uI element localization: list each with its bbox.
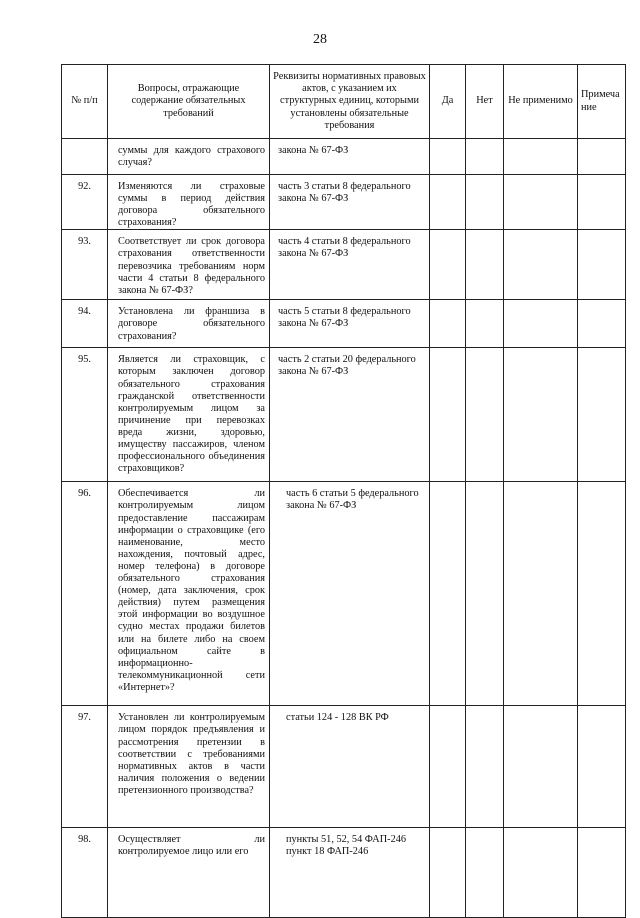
- row-question: Установлена ли франшиза в договоре обязательного страхования?: [108, 300, 270, 348]
- header-no: Нет: [466, 65, 504, 139]
- row-number: 93.: [62, 230, 108, 300]
- cell-yes[interactable]: [430, 348, 466, 482]
- row-reference: часть 2 статьи 20 федерального закона № 67-ФЗ: [270, 348, 430, 482]
- row-reference: закона № 67-ФЗ: [270, 139, 430, 175]
- row-reference: часть 3 статьи 8 федерального закона № 67-ФЗ: [270, 175, 430, 230]
- row-reference: часть 5 статьи 8 федерального закона № 67-ФЗ: [270, 300, 430, 348]
- cell-note[interactable]: [578, 139, 626, 175]
- row-number: 98.: [62, 828, 108, 918]
- page-number: 28: [313, 32, 327, 47]
- cell-note[interactable]: [578, 230, 626, 300]
- cell-no[interactable]: [466, 230, 504, 300]
- row-question: Обеспечивается ли контролируемым лицом предоставление пассажирам информации о страховщике (его наименование, место нахождения, почтовый адрес, номер телефона) в договоре обязательного страхования (номер, дата заключения, срок действия) путем размещения этой информации во воздушное судно местах продажи билетов или на билете либо на своем официальном сайте в информационно-телекоммуникационной сети «Интернет»?: [108, 482, 270, 706]
- cell-na[interactable]: [504, 230, 578, 300]
- table-row: [62, 828, 626, 918]
- row-question: Осуществляет ли контролируемое лицо или его: [108, 828, 270, 918]
- checklist-table: [61, 64, 626, 918]
- cell-na[interactable]: [504, 139, 578, 175]
- cell-na[interactable]: [504, 828, 578, 918]
- cell-no[interactable]: [466, 828, 504, 918]
- header-reference: Реквизиты нормативных правовых актов, с указанием их структурных единиц, которыми установлены обязательные требования: [270, 65, 430, 139]
- cell-yes[interactable]: [430, 230, 466, 300]
- cell-na[interactable]: [504, 300, 578, 348]
- cell-note[interactable]: [578, 482, 626, 706]
- cell-no[interactable]: [466, 300, 504, 348]
- row-question: суммы для каждого страхового случая?: [108, 139, 270, 175]
- row-reference: пункты 51, 52, 54 ФАП-246 пункт 18 ФАП-246: [270, 828, 430, 918]
- cell-no[interactable]: [466, 175, 504, 230]
- row-number: 95.: [62, 348, 108, 482]
- row-reference: часть 4 статьи 8 федерального закона № 67-ФЗ: [270, 230, 430, 300]
- cell-note[interactable]: [578, 175, 626, 230]
- cell-na[interactable]: [504, 482, 578, 706]
- header-note: Примечание: [578, 65, 626, 139]
- header-num: № п/п: [62, 65, 108, 139]
- table-row: [62, 348, 626, 482]
- row-question: Является ли страховщик, с которым заключен договор обязательного страхования гражданской ответственности контролируемым лицом за причинение при перевозках вреда жизни, здоровью, имуществу пассажиров, членом профессионального объединения страховщиков?: [108, 348, 270, 482]
- cell-note[interactable]: [578, 828, 626, 918]
- cell-note[interactable]: [578, 348, 626, 482]
- cell-na[interactable]: [504, 706, 578, 828]
- row-number: 94.: [62, 300, 108, 348]
- table-row: [62, 175, 626, 230]
- table-row: [62, 230, 626, 300]
- cell-yes[interactable]: [430, 139, 466, 175]
- cell-na[interactable]: [504, 348, 578, 482]
- row-number: [62, 139, 108, 175]
- cell-no[interactable]: [466, 706, 504, 828]
- header-row: [62, 65, 626, 139]
- table-row: [62, 300, 626, 348]
- header-na: Не применимо: [504, 65, 578, 139]
- cell-yes[interactable]: [430, 828, 466, 918]
- cell-yes[interactable]: [430, 300, 466, 348]
- cell-na[interactable]: [504, 175, 578, 230]
- row-reference: статьи 124 - 128 ВК РФ: [270, 706, 430, 828]
- row-number: 96.: [62, 482, 108, 706]
- cell-yes[interactable]: [430, 175, 466, 230]
- header-yes: Да: [430, 65, 466, 139]
- cell-yes[interactable]: [430, 482, 466, 706]
- cell-yes[interactable]: [430, 706, 466, 828]
- cell-no[interactable]: [466, 482, 504, 706]
- row-number: 92.: [62, 175, 108, 230]
- table-row: [62, 139, 626, 175]
- cell-note[interactable]: [578, 300, 626, 348]
- header-question: Вопросы, отражающие содержание обязательных требований: [108, 65, 270, 139]
- cell-no[interactable]: [466, 139, 504, 175]
- table-row: [62, 706, 626, 828]
- row-question: Изменяются ли страховые суммы в период действия договора обязательного страхования?: [108, 175, 270, 230]
- cell-no[interactable]: [466, 348, 504, 482]
- row-number: 97.: [62, 706, 108, 828]
- row-question: Соответствует ли срок договора страхования ответственности перевозчика требованиям норм части 4 статьи 8 федерального закона № 67-ФЗ?: [108, 230, 270, 300]
- row-reference: часть 6 статьи 5 федерального закона № 67-ФЗ: [270, 482, 430, 706]
- table-row: [62, 482, 626, 706]
- cell-note[interactable]: [578, 706, 626, 828]
- row-question: Установлен ли контролируемым лицом порядок предъявления и рассмотрения претензии в соответствии с требованиями нормативных актов в части наличия положения о ведении претензионного производства?: [108, 706, 270, 828]
